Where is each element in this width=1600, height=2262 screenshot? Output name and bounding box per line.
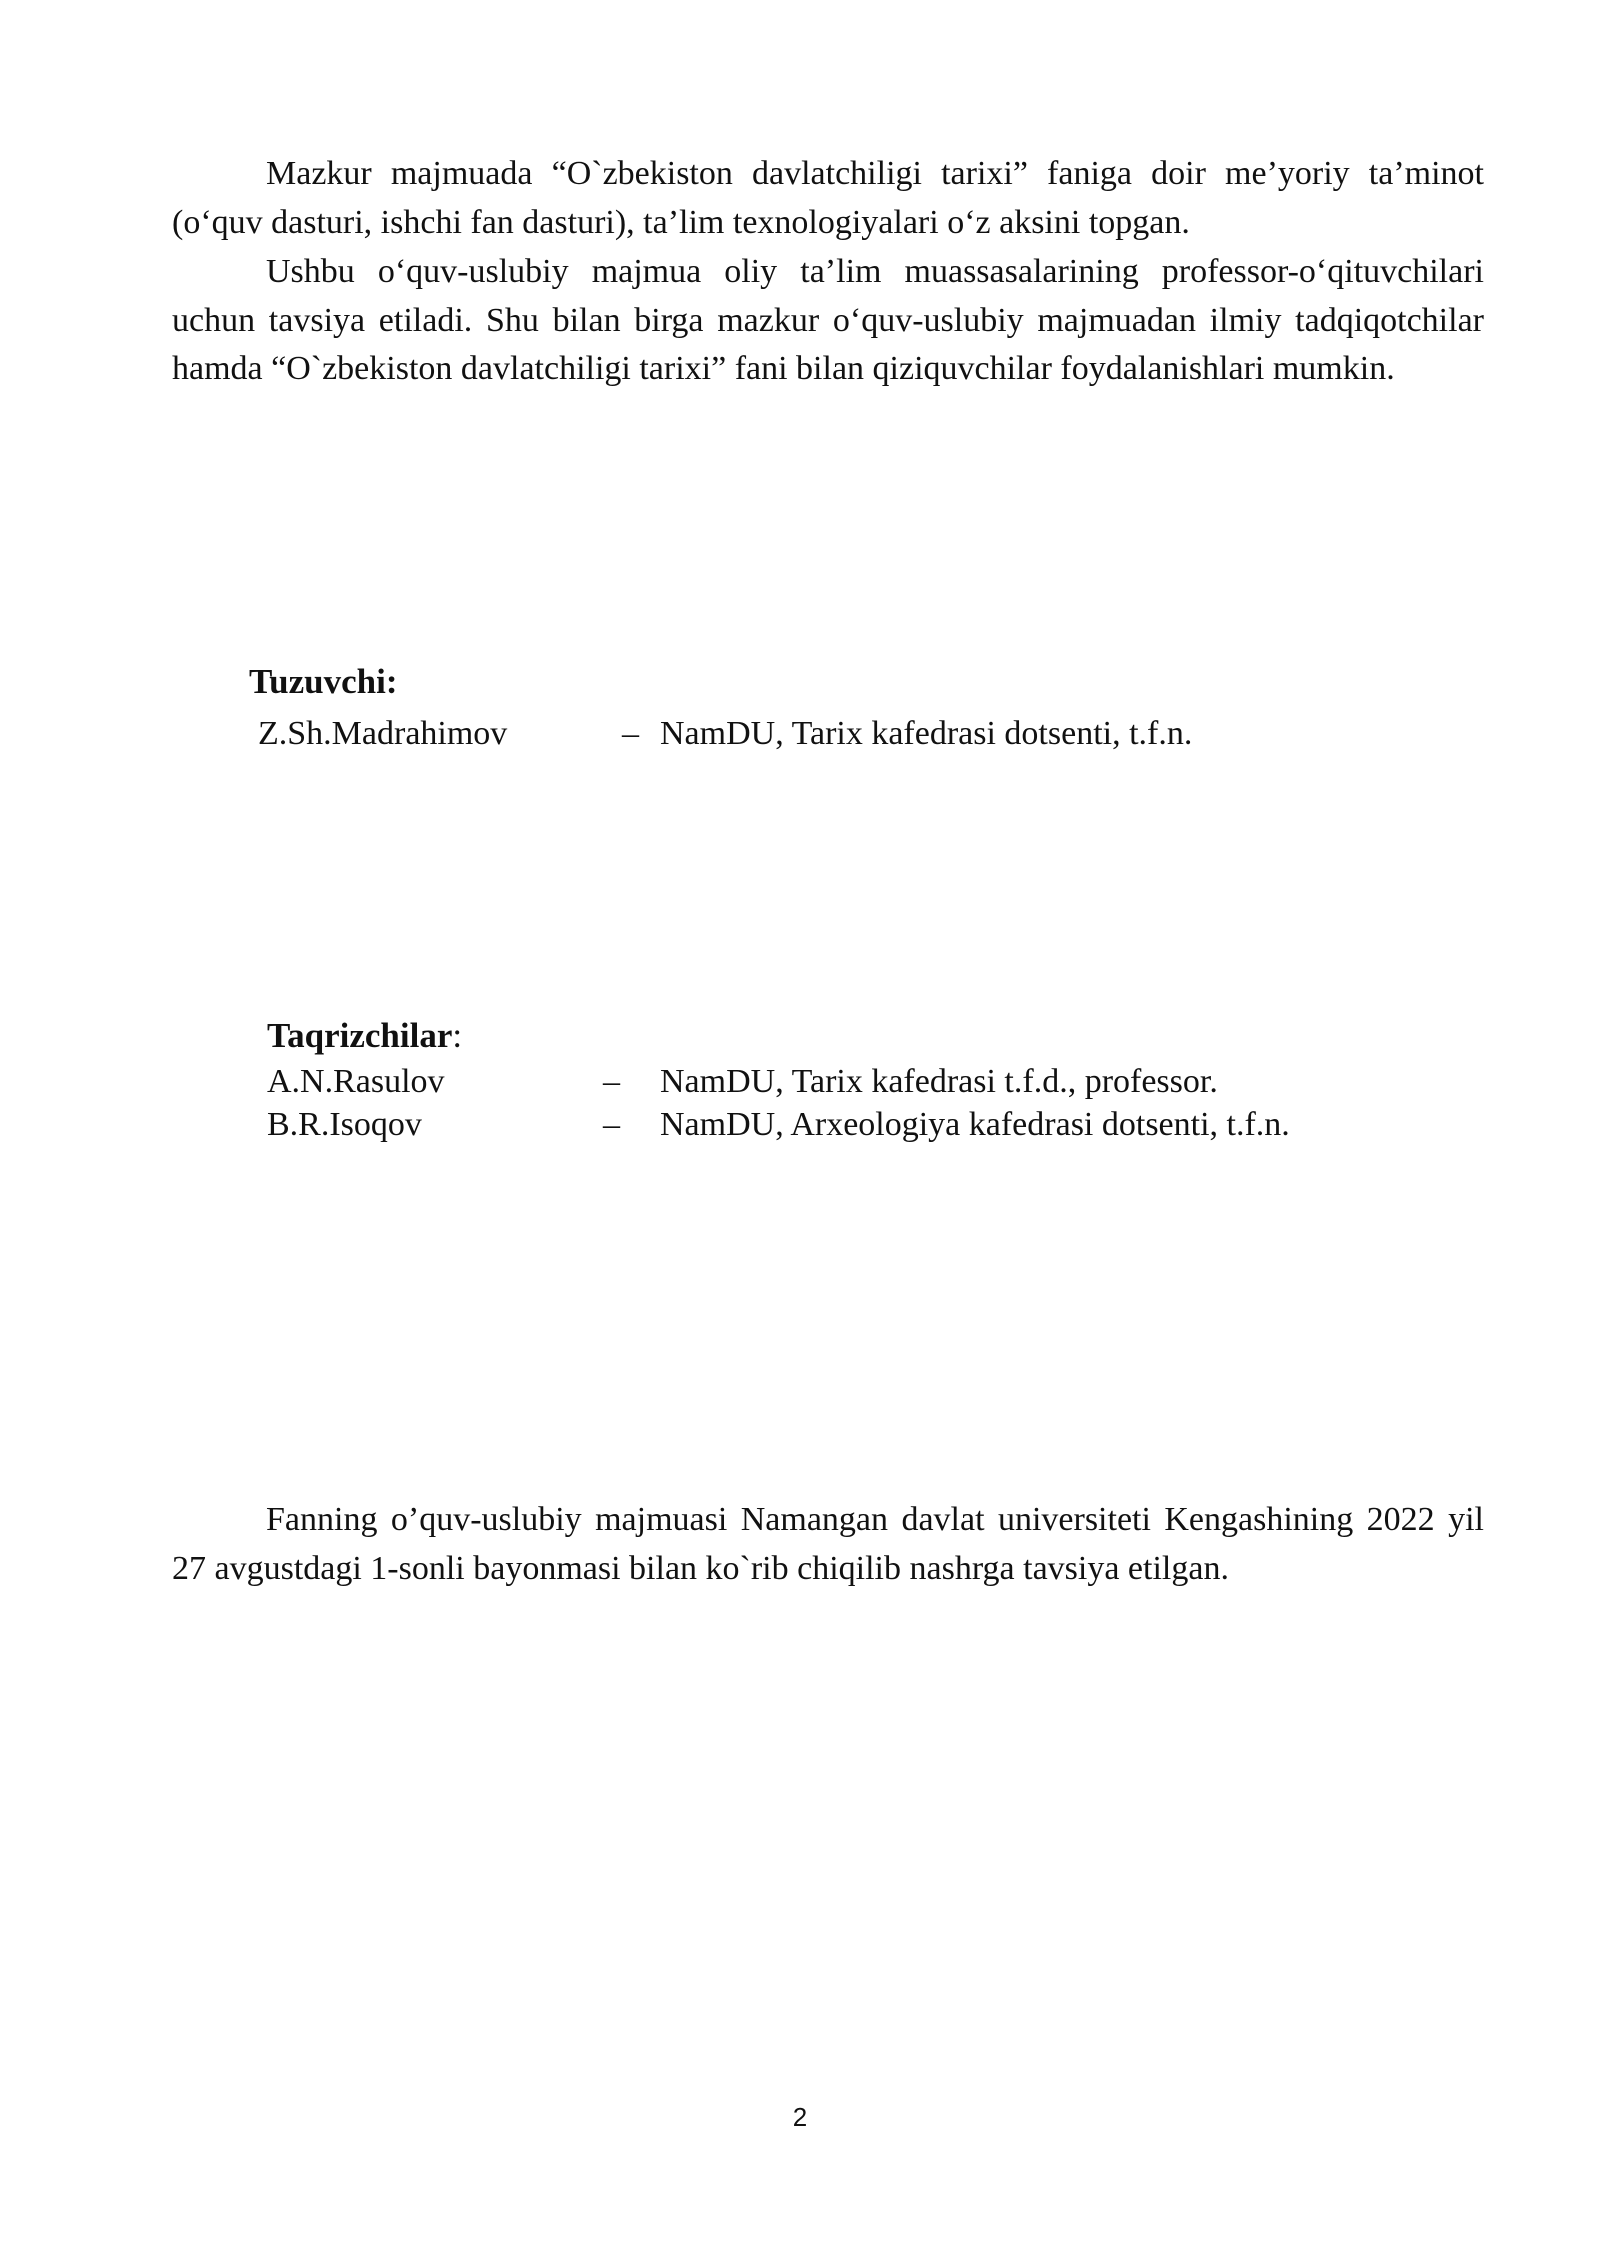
reviewer-dash: – — [603, 1063, 620, 1100]
intro-paragraph-1: Mazkur majmuada “O`zbekiston davlatchiligi tarixi” faniga doir me’yoriy ta’minot (o‘quv dasturi, ishchi fan dasturi), ta’lim texnologiyalari o‘z aksini topgan. — [172, 155, 1484, 241]
compiler-dash: – — [622, 715, 639, 752]
compiler-heading: Tuzuvchi: — [249, 662, 398, 701]
reviewer-dash: – — [603, 1106, 620, 1143]
compiler-name: Z.Sh.Madrahimov — [258, 715, 508, 752]
reviewer-name: B.R.Isoqov — [267, 1106, 422, 1143]
reviewers-heading — [267, 1016, 462, 1056]
reviewer-position: NamDU, Arxeologiya kafedrasi dotsenti, t.f.n. — [660, 1106, 1290, 1143]
reviewer-row — [0, 1060, 1600, 1104]
intro-paragraph-2: Ushbu o‘quv-uslubiy majmua oliy ta’lim muassasalarining professor-o‘qituvchilari uchun tavsiya etiladi. Shu bilan birga mazkur o‘quv-uslubiy majmuadan ilmiy tadqiqotchilar hamda “O`zbekiston davlatchiligi tarixi” fani bilan qiziquvchilar foydalanishlari mumkin. — [172, 253, 1484, 387]
compiler-row — [0, 712, 1600, 756]
approval-paragraph: Fanning o’quv-uslubiy majmuasi Namangan davlat universiteti Kengashining 2022 yil 27 avgustdagi 1-sonli bayonmasi bilan ko`rib chiqilib nashrga tavsiya etilgan. — [172, 1501, 1484, 1587]
reviewer-row — [0, 1103, 1600, 1147]
reviewer-position: NamDU, Tarix kafedrasi t.f.d., professor. — [660, 1063, 1218, 1100]
reviewers-heading-colon: : — [452, 1016, 463, 1055]
page-number: 2 — [792, 2102, 808, 2132]
reviewers-heading-text: Taqrizchilar — [267, 1016, 453, 1055]
reviewer-name: A.N.Rasulov — [267, 1063, 445, 1100]
compiler-position: NamDU, Tarix kafedrasi dotsenti, t.f.n. — [660, 715, 1193, 752]
